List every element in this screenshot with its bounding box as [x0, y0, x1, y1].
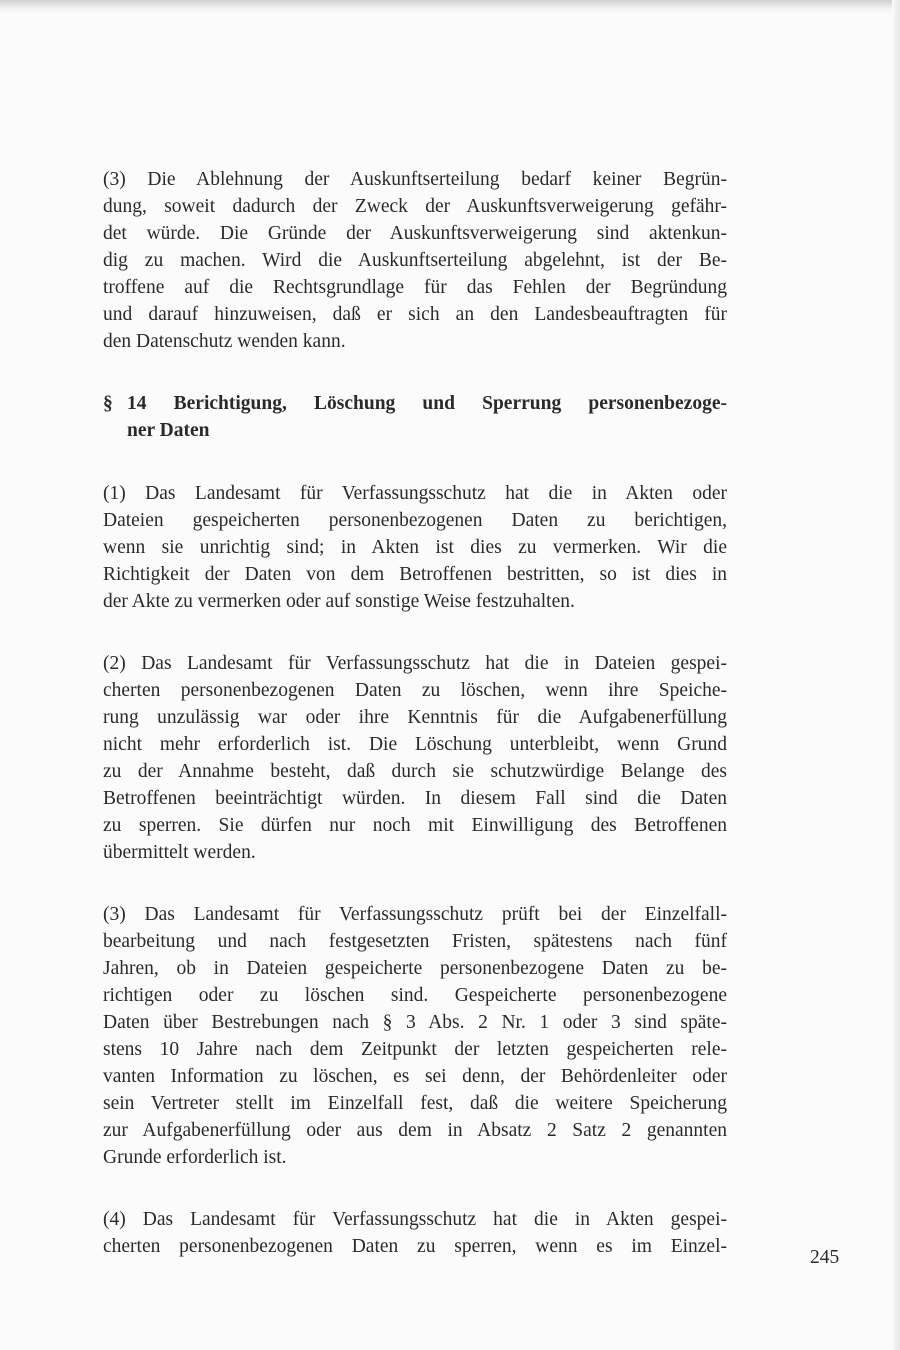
- section-heading-text: [127, 390, 727, 444]
- heading-line: 14 Berichtigung, Löschung und Sperrung personenbezoge-: [127, 393, 727, 414]
- text-line: Daten über Bestrebungen nach § 3 Abs. 2 Nr. 1 oder 3 sind späte-: [103, 1012, 727, 1033]
- page-body: [103, 166, 727, 1260]
- heading-line: ner Daten: [127, 420, 210, 441]
- text-line: troffene auf die Rechtsgrundlage für das Fehlen der Begründung: [103, 277, 727, 298]
- text-line: Richtigkeit der Daten von dem Betroffenen bestritten, so ist dies in: [103, 564, 727, 585]
- section-14-heading: [103, 390, 727, 444]
- text-line: vanten Information zu löschen, es sei denn, der Behördenleiter oder: [103, 1066, 727, 1087]
- text-line: der Akte zu vermerken oder auf sonstige Weise festzuhalten.: [103, 591, 575, 612]
- text-line: zur Aufgabenerfüllung oder aus dem in Absatz 2 Satz 2 genannten: [103, 1120, 727, 1141]
- text-line: zu sperren. Sie dürfen nur noch mit Einwilligung des Betroffenen: [103, 815, 727, 836]
- text-line: cherten personenbezogenen Daten zu sperren, wenn es im Einzel-: [103, 1236, 727, 1257]
- paragraph-3-refusal-reasons: [103, 166, 727, 355]
- spacer: [103, 444, 727, 480]
- text-line: nicht mehr erforderlich ist. Die Löschung unterbleibt, wenn Grund: [103, 734, 727, 755]
- scan-right-edge: [892, 0, 900, 1350]
- text-line: zu der Annahme besteht, daß durch sie schutzwürdige Belange des: [103, 761, 727, 782]
- section-sign: §: [103, 393, 113, 414]
- text-line: cherten personenbezogenen Daten zu löschen, wenn ihre Speiche-: [103, 680, 727, 701]
- paragraph-2-deletion: [103, 650, 727, 866]
- text-line: Grunde erforderlich ist.: [103, 1147, 287, 1168]
- text-line: (3) Die Ablehnung der Auskunftserteilung bedarf keiner Begrün-: [103, 169, 727, 190]
- text-line: stens 10 Jahre nach dem Zeitpunkt der letzten gespeicherten rele-: [103, 1039, 727, 1060]
- text-line: dung, soweit dadurch der Zweck der Auskunftsverweigerung gefähr-: [103, 196, 727, 217]
- text-line: und darauf hinzuweisen, daß er sich an den Landesbeauftragten für: [103, 304, 727, 325]
- scan-top-edge: [0, 0, 900, 14]
- spacer: [103, 615, 727, 650]
- paragraph-3-review: [103, 901, 727, 1171]
- text-line: den Datenschutz wenden kann.: [103, 331, 346, 352]
- spacer: [103, 355, 727, 390]
- text-line: wenn sie unrichtig sind; in Akten ist dies zu vermerken. Wir die: [103, 537, 727, 558]
- text-line: übermittelt werden.: [103, 842, 256, 863]
- text-line: dig zu machen. Wird die Auskunftserteilung abgelehnt, ist der Be-: [103, 250, 727, 271]
- text-line: sein Vertreter stellt im Einzelfall fest, daß die weitere Speicherung: [103, 1093, 727, 1114]
- text-line: det würde. Die Gründe der Auskunftsverweigerung sind aktenkun-: [103, 223, 727, 244]
- text-line: richtigen oder zu löschen sind. Gespeicherte personenbezogene: [103, 985, 727, 1006]
- text-line: (1) Das Landesamt für Verfassungsschutz hat die in Akten oder: [103, 483, 727, 504]
- text-line: (3) Das Landesamt für Verfassungsschutz prüft bei der Einzelfall-: [103, 904, 727, 925]
- paragraph-1-correction: [103, 480, 727, 615]
- text-line: Betroffenen beeinträchtigt würden. In diesem Fall sind die Daten: [103, 788, 727, 809]
- text-line: (4) Das Landesamt für Verfassungsschutz hat die in Akten gespei-: [103, 1209, 727, 1230]
- text-line: rung unzulässig war oder ihre Kenntnis für die Aufgabenerfüllung: [103, 707, 727, 728]
- spacer: [103, 1171, 727, 1206]
- text-line: Dateien gespeicherten personenbezogenen Daten zu berichtigen,: [103, 510, 727, 531]
- text-line: bearbeitung und nach festgesetzten Fristen, spätestens nach fünf: [103, 931, 727, 952]
- paragraph-4-blocking: [103, 1206, 727, 1260]
- page-number: 245: [810, 1247, 840, 1268]
- spacer: [103, 866, 727, 901]
- text-line: (2) Das Landesamt für Verfassungsschutz hat die in Dateien gespei-: [103, 653, 727, 674]
- text-line: Jahren, ob in Dateien gespeicherte personenbezogene Daten zu be-: [103, 958, 727, 979]
